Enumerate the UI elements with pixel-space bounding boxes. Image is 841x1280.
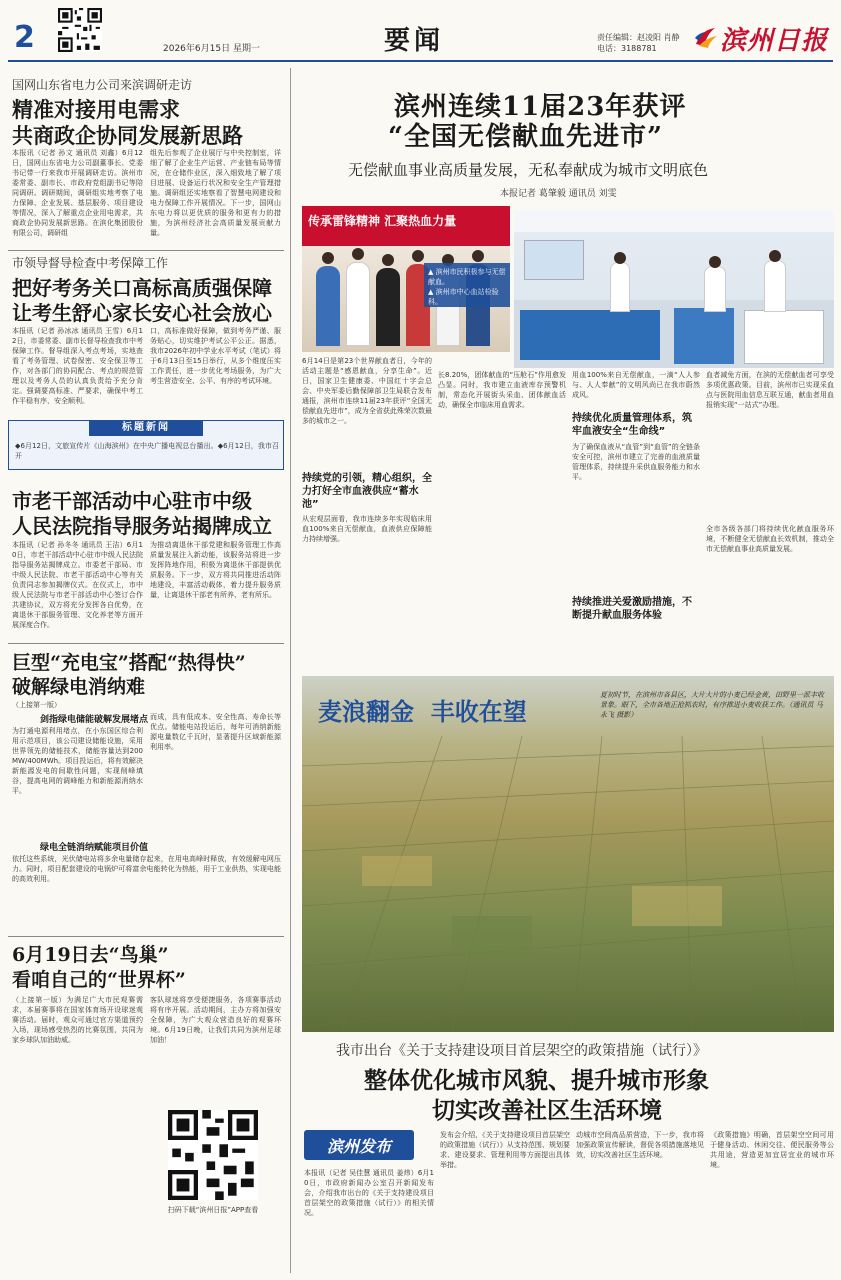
photo-caption-1: ▲ 滨州市民积极参与无偿献血。 [428,268,506,286]
wheat-field-photo [302,676,834,1032]
article-6-subhead-2: 持续优化质量管理体系，筑牢血液安全“生命线” [572,413,692,437]
divider [8,936,284,937]
article-1-title-line1: 精准对接用电需求 [12,97,180,122]
article-8-title-line2: 切实改善社区生活环境 [432,1097,662,1124]
article-8-col1: 本报讯（记者 吴佳慧 通讯员 姜炜）6月10日，市政府新闻办公室召开新闻发布会，介绍我市出台的《关于支持建设项目首层架空的政策措施（试行）》的相关情况。 [304,1169,434,1217]
article-6-col4: 血者减免方面，在滨的无偿献血者可享受多项优惠政策。目前，滨州市已实现采血点与医院用血信息互联互通，献血者用血报销实现“一站式”办理。 [706,371,834,409]
release-badge [304,1130,414,1160]
photo-title: 麦浪翻金 丰收在望 [318,697,527,726]
article-6-subtitle: 无偿献血事业高质量发展，无私奉献成为城市文明底色 [348,161,709,179]
title-news-box [8,420,284,470]
article-1-title-line2: 共商政企协同发展新思路 [12,123,243,148]
article-4-title-line2: 破解绿电消纳难 [12,676,146,698]
article-5-title-line2: 看咱自己的“世界杯” [12,969,186,991]
article-2-kicker: 市领导督导检查中考保障工作 [12,256,169,270]
newspaper-logo: 滨州日报 [720,26,829,56]
article-8-col3: 动城市空间高品质营造，下一步，我市将加强政策宣传解读，督促各项措施落地见效，切实改善社区生活环境。 [576,1131,704,1159]
app-download-qr-icon [168,1110,258,1200]
article-8-title-line1: 整体优化城市风貌、提升城市形象 [364,1067,709,1094]
divider [8,643,284,644]
article-4-col2: 而成，具有低成本、安全性高、寿命长等优点。储能电站投运后，每年可消纳新能源电量数亿千瓦时，显著提升区域新能源利用率。 [150,713,281,751]
article-8-kicker: 我市出台《关于支持建设项目首层架空的政策措施（试行）》 [336,1043,707,1059]
title-news-label: 标题新闻 [89,420,203,436]
qr-code-icon [58,8,102,52]
farmland-pattern [302,676,834,1032]
article-2-col2: 口，高标准做好保障，做到考务严谨、服务贴心，切实维护考试公平公正。据悉，我市2026年初中学业水平考试（笔试）将于6月13日至15日举行，从多个维度压实工作责任，进一步优化考场服务，为广大考生营造安全、公平、有序的考试环境。 [150,327,281,385]
article-6-col1c: 从宏观层面看，我市连续多年实现临床用血100%来自无偿献血，血液供应保障能力持续增强。 [302,515,432,543]
article-6-col1: 6月14日是第23个世界献血者日，今年的活动主题是“感恩献血，分享生命”。近日，国家卫生健康委、中国红十字会总会、中央军委后勤保障部卫生局联合发布通报，滨州市连续11届23年获评“全国无偿献血先进市”，成为全省获此殊荣次数最多的城市之一。 [302,357,432,425]
article-6-col4b: 全市各级各部门将持续优化献血服务环境，不断健全无偿献血长效机制，推动全市无偿献血事业高质量发展。 [706,525,834,553]
article-6-col3c: 为了确保血液从“血管”到“血管”的全链条安全可控，滨州市建立了完善的血液质量管理体系，持续提升采供血服务能力和水平。 [572,443,700,481]
article-4-subhead-1: 剑指绿电储能破解发展堵点 [40,715,149,725]
photo-caption-box [424,263,510,307]
newspaper-logo-icon [693,24,719,50]
article-6-subhead-3: 持续推进关爱激励措施，不断提升献血服务体验 [572,597,692,621]
article-6-col2: 长8.20%，团体献血的“压舱石”作用愈发凸显。同时，我市建立血液库存预警机制，常态化开展街头采血、团体献血活动，确保全市临床用血需求。 [438,371,566,409]
header-rule [8,60,833,62]
release-badge-text: 滨州发布 [326,1137,391,1156]
photo-caption: 夏初时节，在滨州市各县区，大片大片的小麦已经金黄，田野里一派丰收景象。眼下，全市各地正抢抓农时，有序推进小麦收获工作。（通讯员 马永飞 摄影） [600,691,824,719]
article-2-col1: 本报讯（记者 孙冰冰 通讯员 王雪）6月12日，市委常委、副市长督导检查我市中考保障工作。督导组深入考点考场，实地查看了考务管理、试卷保密、安全保卫等工作，对各部门的协同配合、考点的规范管理以及考务人员的认真负责给予充分肯定。强调要高标准、严要求，确保中考工作平稳有序、安全顺利。 [12,327,143,405]
article-3-title-line2: 人民法院指导服务站揭牌成立 [12,514,272,538]
article-5-title-line1: 6月19日去“鸟巢” [12,944,169,966]
article-5-col2: 客队球迷将享受便捷服务，各项赛事活动将有序开展。活动期间，主办方将加强安全保障，为广大观众营造良好的观赛环境。6月19日晚，让我们共同为滨州足球加油！ [150,996,281,1044]
divider [8,250,284,251]
article-6-byline: 本报记者 葛肇毅 通讯员 刘雯 [500,189,617,199]
editor-phone: 电话：3188781 [597,44,657,53]
article-8-col4: 《政策措施》明确，首层架空空间可用于健身活动、休闲交往、便民服务等公共用途，营造更加宜居宜业的城市环境。 [710,1131,834,1169]
article-4-title-line1: 巨型“充电宝”搭配“热得快” [12,652,246,674]
article-2-title-line2: 让考生舒心家长安心社会放心 [12,301,272,325]
column-divider [290,68,291,1273]
article-1-col2: 组先后参观了企业展厅与中央控制室，详细了解了企业生产运营、产业链布局等情况，在仓储作业区，深入细致地了解了项目进展、设备运行状况和安全生产管理措施。调研组还实地察看了智慧电网建设和电力保障工作开展情况。下一步，国网山东电力将以更优质的服务和更有力的措施，为滨州经济社会高质量发展贡献力量。 [150,149,281,237]
article-2-title-line1: 把好考务关口高标高质强保障 [12,276,272,300]
photo-caption-2: ▲ 滨州市中心血站检验科。 [428,288,499,306]
article-6-col3: 用血100%来自无偿献血，一滴“人人参与、人人奉献”的文明风尚已在我市蔚然成风。 [572,371,700,399]
article-4-continued: （上接第一版） [12,701,61,709]
article-3-title-line1: 市老干部活动中心驻市中级 [12,489,252,513]
article-4-subhead-2: 绿电全链消纳赋能项目价值 [40,843,149,853]
app-download-caption: 扫码下载“滨州日报”APP查看 [167,1206,259,1214]
article-3-col2: 为推动离退休干部党建和服务管理工作高质量发展注入新动能，该服务站将进一步发挥阵地作用，积极为离退休干部提供优质服务。下一步，双方将共同推进活动阵地建设，丰富活动载体，着力提升服务质量，让离退休干部老有所养、老有所乐。 [150,541,281,599]
article-6-subhead-1: 持续党的引领，精心组织，全力打好全市血液供应“蓄水池” [302,473,432,510]
editor-names: 责任编辑：赵凌阳 肖静 [597,33,680,42]
article-8-col2: 发布会介绍，《关于支持建设项目首层架空的政策措施（试行）》从支持范围、规划要求、建设要求、管理利用等方面提出具体举措。 [440,1131,570,1169]
page-number: 2 [14,20,35,55]
editor-info [597,32,680,54]
article-3-col1: 本报讯（记者 孙冬冬 通讯员 王洁）6月10日，市老干部活动中心驻市中级人民法院指导服务站揭牌成立。市委老干部局、市中级人民法院、市老干部活动中心等有关负责同志参加揭牌仪式。在仪式上，市中级人民法院与市老干部活动中心签订合作共建协议，双方将充分发挥各自优势，在离退休干部服务管理、文化养老等方面开展深度合作。 [12,541,143,629]
issue-date: 2026年6月15日 星期一 [163,44,260,54]
article-4-col1: 为打通电源利用堵点，在小东国区综合利用示范项目，该公司建设储能设施，采用世界领先的储能技术，储能容量达到200MW/400MWh。项目投运后，将有效解决新能源发电的间歇性问题，实现削峰填谷，提高电网的调峰能力和新能源消纳水平。 [12,727,143,795]
article-4-col3: 依托这些系统，光伏储电站将多余电量储存起来，在用电高峰时释放，有效缓解电网压力。同时，项目配套建设的电锅炉可将富余电能转化为热能，用于工业供热，实现电能的高效利用。 [12,855,281,883]
article-1-col1: 本报讯（记者 孙文 通讯员 刘鑫）6月12日，国网山东省电力公司副董事长、党委书记带一行来我市开展调研走访。滨州市委常委、副市长、市政府党组副书记等陪同调研。调研期间，调研组实地考察了电力保障、企业发展、基层服务、项目建设等情况，深入了解重点企业用电需求，共商政企协同发展新思路。在滨化集团股份有限公司，调研组 [12,149,143,237]
article-6-title-line2: “全国无偿献血先进市” [388,122,663,152]
title-news-item: ◆6月12日，文旅宣传片《山海滨州》在中央广播电视总台播出。◆6月12日，我市召开 [15,442,279,460]
lab-photo [514,210,834,368]
article-6-title-line1: 滨州连续11届23年获评 [394,92,687,122]
photo-banner-text: 传承雷锋精神 汇聚热血力量 [308,214,457,228]
section-title: 要闻 [384,26,445,56]
article-1-kicker: 国网山东省电力公司来滨调研走访 [12,78,193,92]
article-5-col1: （上接第一版）为满足广大市民观赛需求，本届赛事将在国家体育场开设球迷观赛活动。届时，观众可通过官方渠道预约入场，现场感受热烈的比赛氛围，共同为家乡球队加油助威。 [12,996,143,1044]
